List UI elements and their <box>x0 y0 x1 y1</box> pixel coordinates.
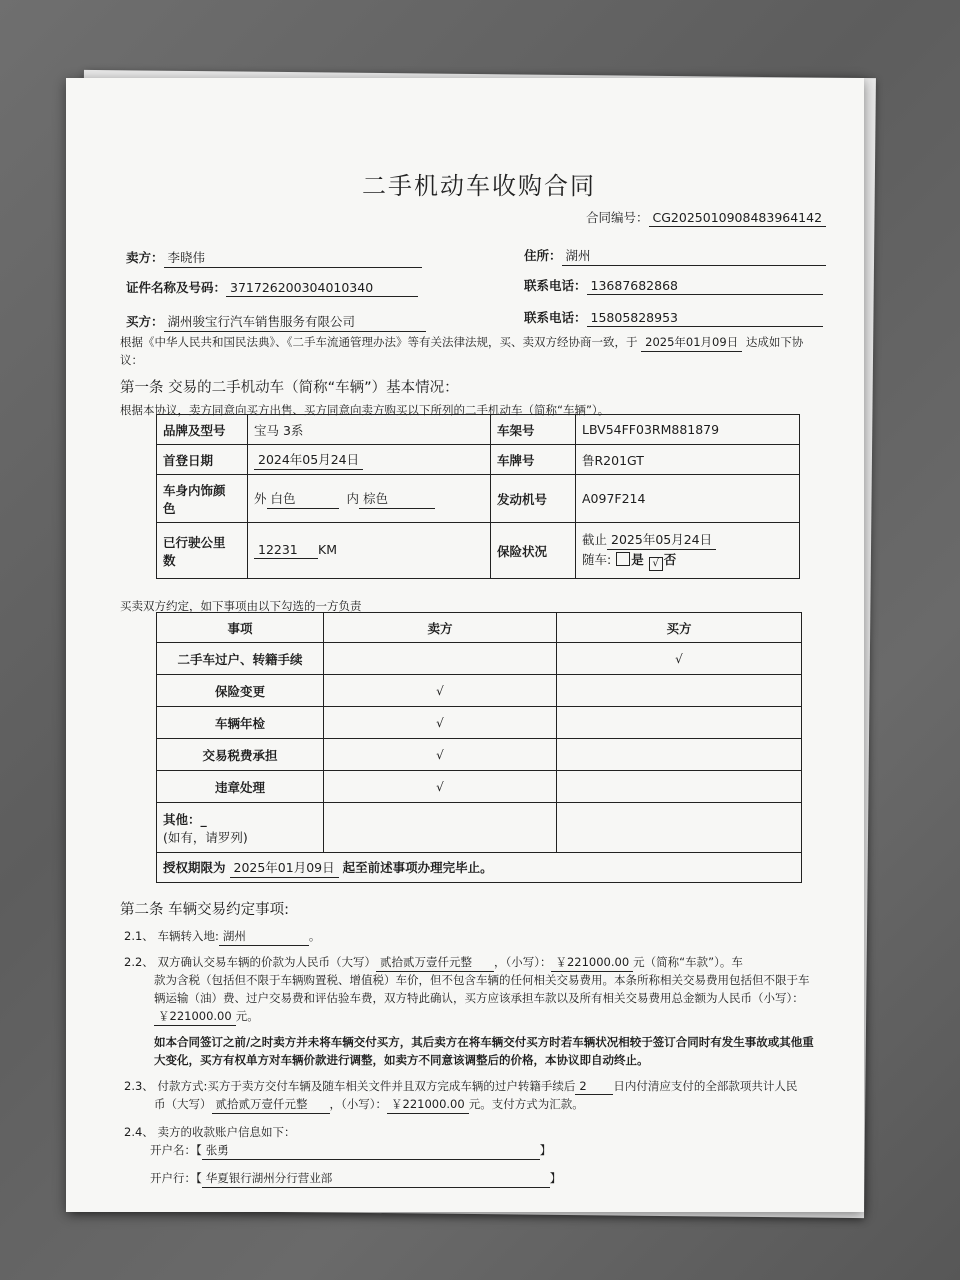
engine-label: 发动机号 <box>491 475 576 523</box>
clause-2-2-line4: ￥221000.00 元。 <box>154 1008 259 1026</box>
agreement-note: 买卖双方约定，如下事项由以下勾选的一方负责 <box>120 599 362 613</box>
yes-checkbox <box>616 552 630 566</box>
vin-value: LBV54FF03RM881879 <box>576 415 800 445</box>
reg-date-label: 首登日期 <box>157 445 248 475</box>
clause-2-2-line3: 辆运输（油）费、过户交易费和评估验车费，双方特此确认，买方应该承担车款以及所有相关交易费用总金额为人民币（小写）： <box>154 991 804 1005</box>
phone1-row: 联系电话： 13687682868 <box>524 276 823 295</box>
duty-buyer-mark: √ <box>557 643 802 675</box>
duty-other-buyer <box>557 803 802 853</box>
duty-seller-mark: √ <box>324 707 557 739</box>
duties-table <box>156 612 802 883</box>
duty-item: 二手车过户、转籍手续 <box>157 643 324 675</box>
mileage-value: 12231 KM <box>248 523 491 579</box>
authorization-period: 授权期限为 2025年01月09日 起至前述事项办理完毕止。 <box>157 853 802 883</box>
buyer-row: 买方： 湖州骏宝行汽车销售服务有限公司 <box>126 312 426 332</box>
duties-header-buyer: 买方 <box>557 613 802 643</box>
duty-seller-mark: √ <box>324 675 557 707</box>
contract-title: 二手机动车收购合同 <box>362 172 596 200</box>
color-label: 车身内饰颜 色 <box>157 475 248 523</box>
seller-row: 卖方： 李晓伟 <box>126 248 422 268</box>
clause-2-2-bold1: 如本合同签订之前/之时卖方并未将车辆交付买方，其后卖方在将车辆交付买方时若车辆状况相较于签订合同时有发生事故或其他重 <box>154 1035 814 1049</box>
duty-buyer-mark <box>557 739 802 771</box>
contract-number: 合同编号： CG2025010908483964142 <box>586 208 826 227</box>
duty-item: 违章处理 <box>157 771 324 803</box>
duty-item: 保险变更 <box>157 675 324 707</box>
duty-seller-mark: √ <box>324 771 557 803</box>
clause-2-2-bold2: 大变化，买方有权单方对车辆价款进行调整，如卖方不同意该调整后的价格，本协议即自动终止。 <box>154 1053 649 1067</box>
duty-other: 其他：_ (如有，请罗列) <box>157 803 324 853</box>
clause-2-3-line1: 2.3、 付款方式:买方于卖方交付车辆及随车相关文件并且双方完成车辆的过户转籍手续后 2 日内付清应支付的全部款项共计人民 <box>124 1079 798 1093</box>
clause-2-4: 2.4、 卖方的收款账户信息如下： <box>124 1125 296 1139</box>
bank-row: 开户行：【 华夏银行湖州分行营业部 】 <box>150 1170 561 1188</box>
article1-heading: 第一条 交易的二手机动车（简称“车辆”）基本情况： <box>120 380 459 396</box>
id-row: 证件名称及号码： 371726200304010340 <box>126 278 418 297</box>
duty-item: 车辆年检 <box>157 707 324 739</box>
duty-seller-mark: √ <box>324 739 557 771</box>
insurance-value: 截止 2025年05月24日 随车: 是 √ 否 <box>576 523 800 579</box>
clause-2-1: 2.1、 车辆转入地: 湖州 。 <box>124 928 320 946</box>
residence-row: 住所： 湖州 <box>524 246 826 266</box>
insurance-label: 保险状况 <box>491 523 576 579</box>
phone2-row: 联系电话： 15805828953 <box>524 308 823 327</box>
clause-2-2-line2: 款为含税（包括但不限于车辆购置税、增值税）车价，但不包含车辆的任何相关交易费用。本条所称相关交易费用包括但不限于车 <box>154 973 810 987</box>
duty-buyer-mark <box>557 707 802 739</box>
duty-seller-mark <box>324 643 557 675</box>
article2-heading: 第二条 车辆交易约定事项: <box>120 902 289 918</box>
color-value: 外 白色 内 棕色 <box>248 475 491 523</box>
article1-subtext: 根据本协议，卖方同意向买方出售、买方同意向卖方购买以下所列的二手机动车（简称“车辆”）。 <box>120 403 610 417</box>
mileage-label: 已行驶公里 数 <box>157 523 248 579</box>
plate-label: 车牌号 <box>491 445 576 475</box>
duty-other-seller <box>324 803 557 853</box>
vehicle-info-table <box>156 414 800 579</box>
clause-2-3-line2: 币（大写） 贰拾贰万壹仟元整 ，（小写）： ￥221000.00 元。支付方式为汇款。 <box>154 1096 584 1114</box>
brand-value: 宝马 3系 <box>248 415 491 445</box>
contract-page <box>66 78 864 1212</box>
vin-label: 车架号 <box>491 415 576 445</box>
reg-date-value: 2024年05月24日 <box>248 445 491 475</box>
account-name-row: 开户名：【 张勇 】 <box>150 1142 551 1160</box>
duties-header-seller: 卖方 <box>324 613 557 643</box>
duties-header-item: 事项 <box>157 613 324 643</box>
no-checkbox: √ <box>649 557 663 571</box>
duty-buyer-mark <box>557 675 802 707</box>
duty-buyer-mark <box>557 771 802 803</box>
brand-label: 品牌及型号 <box>157 415 248 445</box>
engine-value: A097F214 <box>576 475 800 523</box>
plate-value: 鲁R201GT <box>576 445 800 475</box>
intro-line2: 议： <box>120 353 143 367</box>
intro-line1: 根据《中华人民共和国民法典》、《二手车流通管理办法》等有关法律法规，买、卖双方经协商一致，于 2025年01月09日 达成如下协 <box>120 334 803 352</box>
clause-2-2-line1: 2.2、 双方确认交易车辆的价款为人民币（大写） 贰拾贰万壹仟元整 ，（小写）： ￥221000.00 元（简称“车款”）。车 <box>124 954 743 972</box>
duty-item: 交易税费承担 <box>157 739 324 771</box>
